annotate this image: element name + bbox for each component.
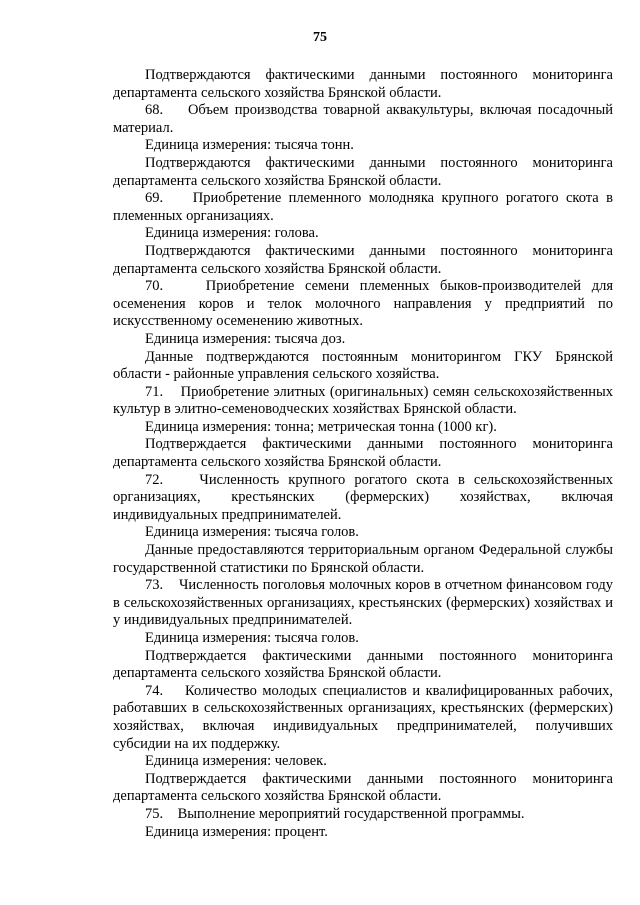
paragraph-confirmation: Подтверждается фактическими данными постоянного мониторинга департамента сельского хозяйства Брянской области. (113, 647, 613, 682)
paragraph-unit: Единица измерения: голова. (145, 225, 319, 242)
paragraph-confirmation: Подтверждаются фактическими данными постоянного мониторинга департамента сельского хозяйства Брянской области. (113, 154, 613, 189)
paragraph-unit: Единица измерения: процент. (145, 823, 328, 840)
paragraph-confirmation: Подтверждаются фактическими данными постоянного мониторинга департамента сельского хозяйства Брянской области. (113, 67, 613, 101)
document-body (113, 67, 613, 841)
paragraph-unit: Единица измерения: тонна; метрическая тонна (1000 кг). (145, 418, 497, 435)
paragraph-unit: Единица измерения: тысяча голов. (145, 524, 359, 541)
paragraph-item-71: 71. Приобретение элитных (оригинальных) семян сельскохозяйственных культур в элитно-семеноводческих хозяйствах Брянской области. (113, 383, 613, 418)
paragraph-confirmation: Подтверждаются фактическими данными постоянного мониторинга департамента сельского хозяйства Брянской области. (113, 242, 613, 277)
paragraph-unit: Единица измерения: тысяча тонн. (145, 137, 354, 154)
page-number: 75 (313, 30, 327, 45)
paragraph-unit: Единица измерения: тысяча голов. (145, 630, 359, 646)
paragraph-confirmation: Данные подтверждаются постоянным мониторингом ГКУ Брянской области - районные управления сельского хозяйства. (113, 348, 613, 383)
paragraph-item-73: 73. Численность поголовья молочных коров в отчетном финансовом году в сельскохозяйственных организациях, крестьянских (фермерских) хозяйствах и у индивидуальных предпринимателей. (113, 577, 613, 629)
paragraph-confirmation: Подтверждается фактическими данными постоянного мониторинга департамента сельского хозяйства Брянской области. (113, 436, 613, 471)
paragraph-item-72: 72. Численность крупного рогатого скота в сельскохозяйственных организациях, крестьянских (фермерских) хозяйствах, включая индивидуальных предпринимателей. (113, 471, 613, 523)
paragraph-confirmation: Подтверждается фактическими данными постоянного мониторинга департамента сельского хозяйства Брянской области. (113, 770, 613, 805)
paragraph-item-68: 68. Объем производства товарной аквакультуры, включая посадочный материал. (113, 102, 613, 136)
paragraph-unit: Единица измерения: человек. (145, 753, 327, 770)
paragraph-unit: Единица измерения: тысяча доз. (145, 330, 346, 347)
paragraph-item-75: 75. Выполнение мероприятий государственной программы. (145, 805, 525, 822)
paragraph-item-69: 69. Приобретение племенного молодняка крупного рогатого скота в племенных организациях. (113, 190, 613, 224)
paragraph-item-74: 74. Количество молодых специалистов и квалифицированных рабочих, работавших в сельскохозяйственных организациях, крестьянских (фермерских) хозяйствах, включая индивидуальных предпринимателей, получивших субсидии на их поддержку. (113, 682, 613, 752)
paragraph-confirmation: Данные предоставляются территориальным органом Федеральной службы государственной статистики по Брянской области. (113, 542, 613, 576)
paragraph-item-70: 70. Приобретение семени племенных быков-производителей для осеменения коров и телок молочного направления у предприятий по искусственному осеменению животных. (113, 278, 613, 330)
